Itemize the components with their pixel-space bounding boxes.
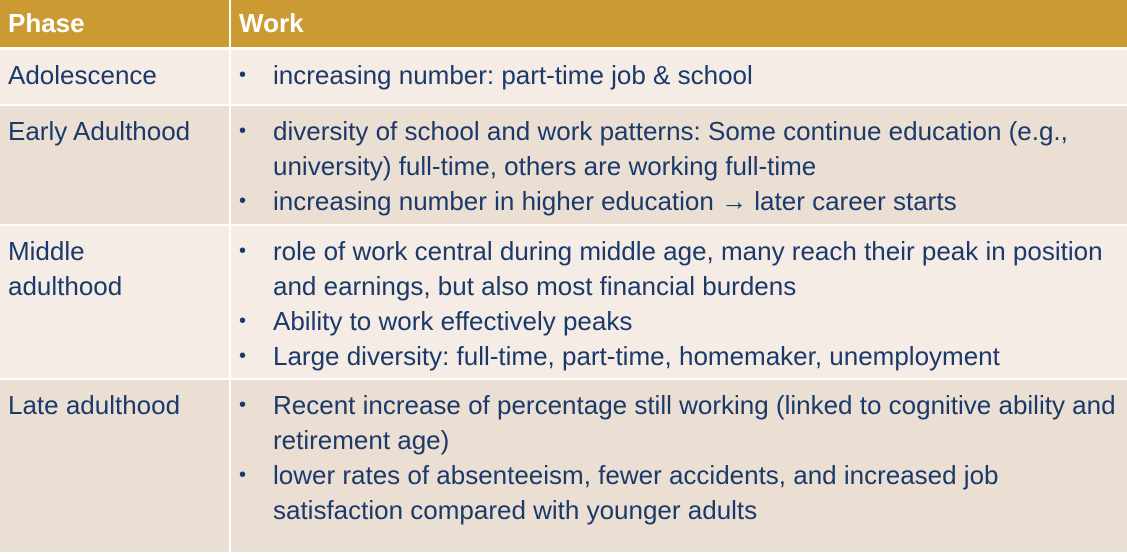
table-row (0, 225, 1127, 379)
header-work: Work (230, 0, 1127, 49)
bullet-item: • role of work central during middle age, many reach their peak in position and earnings, but also most financial burdens (239, 234, 1123, 304)
work-cell (230, 105, 1127, 225)
bullet-item: • lower rates of absenteeism, fewer accidents, and increased job satisfaction compared with younger adults (239, 458, 1123, 528)
work-cell (230, 379, 1127, 553)
phase-label: Middle adulthood (8, 236, 123, 301)
table-row (0, 379, 1127, 553)
phase-cell: Adolescence (0, 49, 230, 106)
work-bullet-list (239, 58, 1123, 93)
work-cell (230, 225, 1127, 379)
bullet-item: • increasing number: part-time job & school (239, 58, 1123, 93)
work-bullet-list (239, 388, 1123, 528)
table-row (0, 105, 1127, 225)
phase-cell: Early Adulthood (0, 105, 230, 225)
table-header-row (0, 0, 1127, 49)
phase-cell: Late adulthood (0, 379, 230, 553)
bullet-item: • Ability to work effectively peaks (239, 304, 1123, 339)
work-cell (230, 49, 1127, 106)
bullet-item: • increasing number in higher education → later career starts (239, 184, 1123, 219)
work-bullet-list (239, 114, 1123, 219)
phase-cell (0, 225, 230, 379)
bullet-item: • Large diversity: full-time, part-time, homemaker, unemployment (239, 339, 1123, 374)
header-phase: Phase (0, 0, 230, 49)
table-row (0, 49, 1127, 106)
work-bullet-list (239, 234, 1123, 374)
bullet-item: • Recent increase of percentage still working (linked to cognitive ability and retirement age) (239, 388, 1123, 458)
bullet-item: • diversity of school and work patterns: Some continue education (e.g., university) full-time, others are working full-time (239, 114, 1123, 184)
